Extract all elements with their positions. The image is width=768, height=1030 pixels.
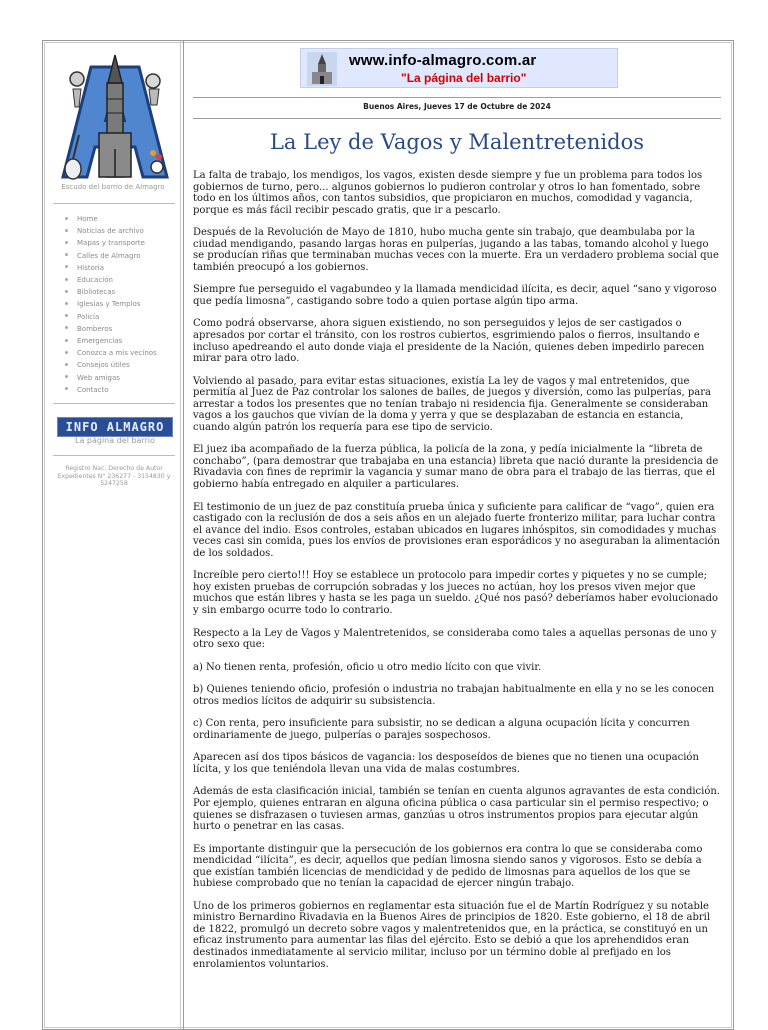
article-paragraph: Es importante distinguir que la persecución de los gobiernos era contra lo que se consideraba como mendicidad “ilícita”, es decir, aquellos que pedían limosna siendo sanos y vigorosos. Esto se debía a que existían también licencias de mendicidad y de pedido de limosnas para aquellos de los que se hubiese comprobado que no tenían la capacidad de ejercer ningún trabajo. [193,843,703,890]
site-banner[interactable] [300,48,618,88]
article-paragraph: a) No tienen renta, profesión, oficio u otro medio lícito con que vivir. [193,661,542,673]
article-paragraph: La falta de trabajo, los mendigos, los vagos, existen desde siempre y fue un problema para todos los gobiernos de turno, pero... algunos gobiernos lo pudieron controlar y otros lo han fomentado, sobre todo en los últimos años, con tantos subsidios, que propiciaron en muchos, comodidad y vagancia, porque es más fácil recibir pescado gratis, que ir a pescarlo. [193,170,703,216]
article-paragraph: Además de esta clasificación inicial, también se tenían en cuenta algunos agravantes de esta condición. Por ejemplo, quienes entraran en alguna oficina pública o casa particular sin el permiso respectivo; o quienes se disfrazasen o tuviesen armas, ganzúas u otros instrumentos propios para ejecutar algún hurto o penetrar en las casas. [193,786,720,833]
sidebar-item-consejos-utiles[interactable]: Consejos útiles [65,359,157,371]
sidebar-item-web-amigas[interactable]: Web amigas [65,372,157,384]
church-icon [307,52,337,86]
header-divider [193,118,721,119]
copyright-registry: Registro Nac. Derecho de Autor Expedientes N° 236277 - 3154830 y 5247258 [57,465,171,487]
bullet-icon [65,314,68,317]
sidebar-item-emergencias[interactable]: Emergencias [65,335,157,347]
article-paragraph: Uno de los primeros gobiernos en reglamentar esta situación fue el de Martín Rodríguez y su notable ministro Bernardino Rivadavia en la Buenos Aires de principios de 1820. Este gobierno, el 18 de abril de 1822, promulgó un decreto sobre vagos y malentretenidos que, en la práctica, se constituyó en un eficaz instrumento para aumentar las filas del ejército. Esto se debió a que los aprehendidos eran destinados inmediatamente al servicio militar, incluso por un término doble al prefijado en los enrolamientos voluntarios. [193,900,711,970]
bullet-icon [65,253,68,256]
sidebar-item-conozca-a-mis-vecinos[interactable]: Conozca a mis vecinos [65,347,157,359]
sidebar-item-home[interactable]: Home [65,213,157,225]
bullet-icon [65,363,68,366]
almagro-shield-logo[interactable] [55,49,175,189]
logo-caption: Escudo del barrio de Almagro [61,183,165,191]
bullet-icon [65,351,68,354]
article-paragraph: Respecto a la Ley de Vagos y Malentretenidos, se consideraba como tales a aquellas personas de uno y otro sexo que: [193,627,717,651]
current-date: Buenos Aires, Jueves 17 de Octubre de 2024 [363,102,551,111]
article-paragraph: b) Quienes teniendo oficio, profesión o industria no trabajan habitualmente en ella y no se les conocen otros medios lícitos de adquirir su subsistencia. [193,684,715,707]
article-paragraph: c) Con renta, pero insuficiente para subsistir, no se dedican a alguna ocupación lícita y concurren ordinariamente de juego, pulperías o parajes sospechosos. [193,718,690,741]
page-frame [42,40,734,1030]
article-paragraph: El testimonio de un juez de paz constituía prueba única y suficiente para calificar de “vago”, quien era castigado con la reclusión de dos a seis años en un alejado fuerte fronterizo militar, para luchar contra el avance del indio. Esos controles, estaban ubicados en lugares inhóspitos, sin comodidades y muchas veces casi sin comida, pues los envíos de provisiones eran esporádicos y no aseguraban la alimentación de los soldados. [193,501,720,559]
bullet-icon [65,278,68,281]
article-paragraph: Increíble pero cierto!!! Hoy se establece un protocolo para impedir cortes y piquetes y no se cumple; hoy existen pruebas de corrupción sobradas y los jueces no actúan, hoy los presos viven mejor que muchos que están libres y hasta se les paga un sueldo. ¿Qué nos pasó? deberíamos haber evolucionado y sin embargo ocurre todo lo contrario. [193,570,718,616]
sidebar-item-policia[interactable]: Policía [65,311,157,323]
banner-slogan: "La página del barrio" [401,71,527,85]
sidebar-divider [53,203,175,204]
article-paragraph: Como podrá observarse, ahora siguen existiendo, no son perseguidos y lejos de ser castigados o apresados por cortar el tránsito, con los rostros cubiertos, esgrimiendo palos o fierros, insultando e incluso apedreando el auto donde viaja el presidente de la Nación, quienes deben impedirlo parecen mirar para otro lado. [193,318,705,365]
sidebar-item-bibliotecas[interactable]: Bibliotecas [65,286,157,298]
article-paragraph: Siempre fue perseguido el vagabundeo y la llamada mendicidad ilícita, es decir, aquel “sano y vigoroso que pedía limosna”, castigando sobre todo a quien portase algún tipo arma. [193,284,717,307]
sidebar [43,41,184,1029]
sidebar-divider [53,403,175,404]
sidebar-item-historia[interactable]: Historia [65,262,157,274]
sidebar-divider [53,455,175,456]
sidebar-item-iglesias-y-templos[interactable]: Iglesias y Templos [65,298,157,310]
bullet-icon [65,375,68,378]
bullet-icon [65,302,68,305]
article-paragraph: Aparecen así dos tipos básicos de vagancia: los desposeídos de bienes que no tienen una ocupación lícita, y los que teniéndola llevan una vida de malas costumbres. [193,752,699,775]
article-paragraph: El juez iba acompañado de la fuerza pública, la policía de la zona, y pedía inicialmente la “libreta de conchabo”, (para demostrar que trabajaba en una estancia) libreta que nació durante la presidencia de Rivadavia con fines de reprimir la vagancia y sumar mano de obra para el trabajo de las tierras, que el gobierno había entregado en alquiler a particulares. [193,444,719,491]
header-divider [193,97,721,98]
bullet-icon [65,265,68,268]
sidebar-item-mapas-y-transporte[interactable]: Mapas y transporte [65,237,157,249]
banner-url: www.info-almagro.com.ar [349,52,537,69]
bullet-icon [65,241,68,244]
article-title: La Ley de Vagos y Malentretenidos [269,130,644,154]
article-paragraph: Después de la Revolución de Mayo de 1810, hubo mucha gente sin trabajo, que deambulaba por la ciudad mendigando, pasando largas horas en pulperías, jugando a las tabas, tomando alcohol y luego se producían riñas que terminaban muchas veces con la muerte. Era un verdadero problema social que también preocupó a los gobiernos. [193,227,719,273]
bullet-icon [65,326,68,329]
bullet-icon [65,229,68,232]
bullet-icon [65,217,68,220]
bullet-icon [65,339,68,342]
badge-subtitle: La página del barrio [75,436,155,445]
info-almagro-badge[interactable]: INFO ALMAGRO [57,417,173,437]
sidebar-nav [65,213,157,396]
bullet-icon [65,290,68,293]
sidebar-item-bomberos[interactable]: Bomberos [65,323,157,335]
article-body [193,170,721,981]
bullet-icon [65,387,68,390]
sidebar-item-contacto[interactable]: Contacto [65,384,157,396]
article-paragraph: Volviendo al pasado, para evitar estas situaciones, existía La ley de vagos y mal entretenidos, que permitía al Juez de Paz controlar los salones de bailes, de juegos y diversión, como las pulperías, para arrestar a todos los presentes que no tenían trabajo ni residencia fija. Generalmente se consideraban vagos a los gauchos que vivían de la doma y yerra y que se desplazaban de estancia en estancia, cuando algún patrón los requería para ese tipo de servicio. [193,375,711,433]
sidebar-item-calles-de-almagro[interactable]: Calles de Almagro [65,250,157,262]
sidebar-item-educacion[interactable]: Educación [65,274,157,286]
sidebar-item-noticias-de-archivo[interactable]: Noticias de archivo [65,225,157,237]
